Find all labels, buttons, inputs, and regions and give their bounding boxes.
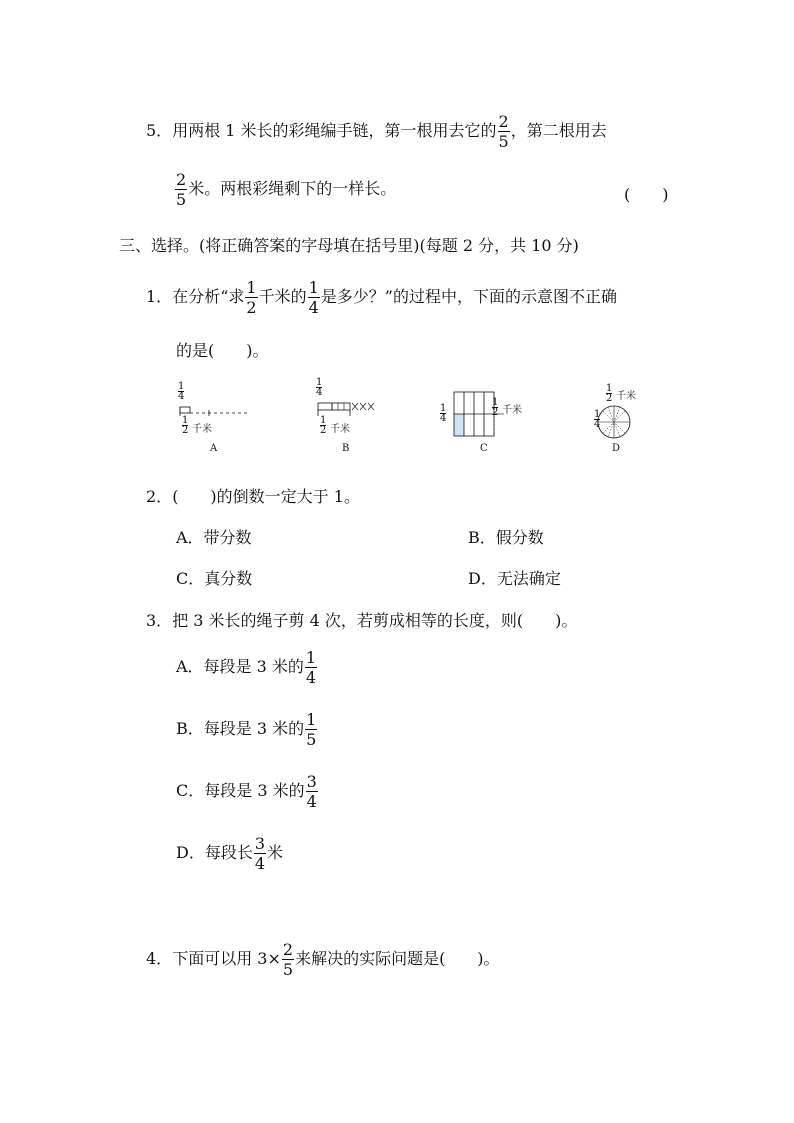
diagram-b-top-fraction: 1 4 bbox=[316, 377, 323, 398]
diagram-a-label: A bbox=[210, 443, 218, 454]
choice-3-option-b-text: B．每段是 3 米的 bbox=[176, 719, 305, 738]
choice-3-option-a-text: A．每段是 3 米的 bbox=[176, 657, 304, 676]
diagram-b[interactable] bbox=[314, 378, 394, 456]
choice-3-option-d-fraction: $\frac{3}{4}$ bbox=[254, 834, 266, 873]
choice-2-stem bbox=[146, 484, 360, 507]
choice-4-number: 4． bbox=[146, 949, 173, 968]
diagram-a-top-fraction: 1 4 bbox=[178, 381, 185, 402]
choice-2-number: 2． bbox=[146, 487, 173, 506]
diagram-c-label: C bbox=[480, 443, 488, 454]
choice-3-option-a-fraction: $\frac{1}{4}$ bbox=[305, 648, 317, 687]
diagram-c-left-fraction: 1 4 bbox=[440, 403, 447, 424]
choice-3-option-b-fraction: $\frac{1}{5}$ bbox=[306, 710, 317, 749]
diagram-d-left-fraction: 1 4 bbox=[594, 409, 601, 430]
choice-3-option-d[interactable] bbox=[176, 834, 283, 873]
choice-4-stem bbox=[146, 940, 500, 979]
diagram-b-bottom-fraction: 1 2 bbox=[320, 415, 327, 436]
choice-4-fraction: $\frac{2}{5}$ bbox=[282, 940, 294, 979]
q5-number: 5． bbox=[146, 121, 173, 140]
diagram-d[interactable] bbox=[590, 384, 670, 456]
choice-4-text-2: 来解决的实际问题是( )。 bbox=[295, 949, 500, 968]
choice-1-fraction-1: $\frac{1}{2}$ bbox=[246, 278, 257, 317]
diagram-a-bottom-fraction: 1 2 bbox=[182, 415, 189, 436]
choice-1-fraction-2: $\frac{1}{4}$ bbox=[308, 278, 319, 317]
diagram-b-unit: 千米 bbox=[330, 424, 350, 435]
choice-3-text: 把 3 米长的绳子剪 4 次，若剪成相等的长度，则( )。 bbox=[172, 611, 578, 630]
choice-2-text: ( )的倒数一定大于 1。 bbox=[172, 487, 360, 506]
q5-fraction-1: $\frac{2}{5}$ bbox=[498, 112, 509, 151]
q5-fraction-2: $\frac{2}{5}$ bbox=[176, 170, 187, 209]
choice-2-option-a[interactable]: A．带分数 bbox=[176, 528, 252, 547]
diagram-c[interactable] bbox=[440, 388, 540, 456]
diagram-d-unit: 千米 bbox=[616, 391, 636, 402]
choice-4-text-1: 下面可以用 3× bbox=[172, 949, 281, 968]
choice-3-option-b[interactable] bbox=[176, 710, 318, 749]
q5-text-3: 米。两根彩绳剩下的一样长。 bbox=[188, 179, 397, 198]
choice-3-option-c-fraction: $\frac{3}{4}$ bbox=[306, 772, 317, 811]
diagram-b-label: B bbox=[342, 443, 350, 454]
diagram-c-right-fraction: 1 2 bbox=[492, 397, 499, 418]
diagram-c-unit: 千米 bbox=[502, 405, 522, 416]
choice-1-text-1: 在分析“求 bbox=[172, 287, 245, 306]
choice-3-option-a[interactable] bbox=[176, 648, 318, 687]
choice-2-option-c[interactable]: C．真分数 bbox=[176, 569, 253, 588]
choice-3-option-d-text: D．每段长 bbox=[176, 843, 253, 862]
choice-1-line1 bbox=[146, 278, 617, 317]
choice-2-option-d[interactable]: D．无法确定 bbox=[468, 569, 561, 588]
diagram-a-unit: 千米 bbox=[192, 424, 212, 435]
q5-text-2: ，第二根用去 bbox=[510, 121, 607, 140]
choice-2-option-b[interactable]: B．假分数 bbox=[468, 528, 544, 547]
choice-3-option-d-unit: 米 bbox=[267, 843, 284, 862]
choice-1-text-2: 千米的 bbox=[258, 287, 307, 306]
q5-line1 bbox=[146, 112, 607, 151]
q5-text-1: 用两根 1 米长的彩绳编手链，第一根用去它的 bbox=[172, 121, 497, 140]
choice-3-option-c[interactable] bbox=[176, 772, 319, 811]
choice-3-number: 3． bbox=[146, 611, 173, 630]
diagram-a[interactable] bbox=[176, 382, 256, 456]
q5-answer-bracket[interactable]: ( ) bbox=[624, 185, 669, 204]
diagram-d-label: D bbox=[612, 443, 621, 454]
choice-1-text-3: 是多少？”的过程中，下面的示意图不正确 bbox=[320, 287, 617, 306]
choice-3-option-c-text: C．每段是 3 米的 bbox=[176, 781, 305, 800]
choice-1-line2[interactable]: 的是( )。 bbox=[176, 341, 269, 360]
q5-line2 bbox=[174, 170, 396, 209]
diagram-d-top-fraction: 1 2 bbox=[606, 383, 613, 404]
section-3-title: 三、选择。(将正确答案的字母填在括号里)(每题 2 分，共 10 分) bbox=[119, 236, 579, 255]
choice-1-number: 1． bbox=[146, 287, 173, 306]
choice-3-stem bbox=[146, 608, 577, 631]
